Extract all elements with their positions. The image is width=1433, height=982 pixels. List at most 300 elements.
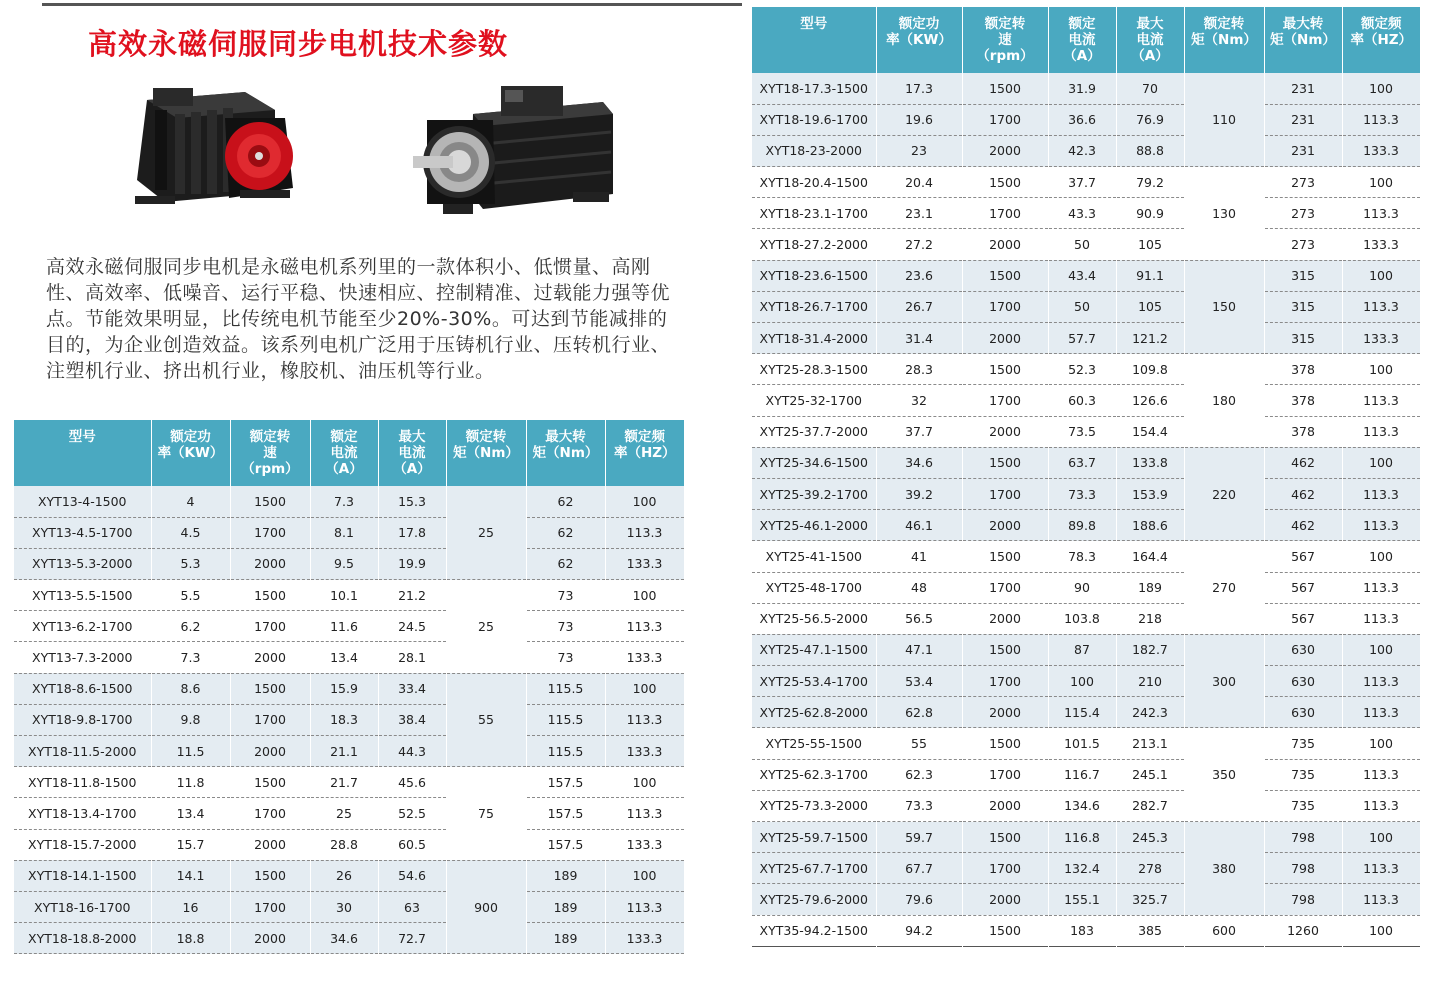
value-cell: 2000	[962, 229, 1048, 260]
value-cell: 31.4	[876, 323, 962, 354]
value-cell: 37.7	[876, 416, 962, 447]
spec-table-right	[752, 7, 1421, 947]
value-cell: 15.3	[378, 486, 446, 517]
value-cell: 1500	[962, 728, 1048, 759]
value-cell: 17.8	[378, 517, 446, 548]
value-cell: 133.3	[1342, 135, 1420, 166]
table-row	[14, 767, 684, 798]
table-row	[752, 291, 1420, 322]
value-cell: 1700	[962, 104, 1048, 135]
value-cell: 188.6	[1116, 510, 1184, 541]
value-cell: 630	[1264, 634, 1342, 665]
value-cell: 73	[526, 580, 605, 611]
value-cell: 73.5	[1048, 416, 1116, 447]
value-cell: 4	[151, 486, 230, 517]
model-cell: XYT18-31.4-2000	[752, 323, 876, 354]
value-cell: 38.4	[378, 704, 446, 735]
rated-torque-cell: 600	[1184, 915, 1264, 946]
value-cell: 1700	[230, 704, 310, 735]
value-cell: 39.2	[876, 478, 962, 509]
value-cell: 1700	[962, 853, 1048, 884]
table-row	[14, 891, 684, 922]
value-cell: 100	[1048, 666, 1116, 697]
value-cell: 1500	[962, 167, 1048, 198]
model-cell: XYT25-48-1700	[752, 572, 876, 603]
value-cell: 62	[526, 486, 605, 517]
table-row	[752, 822, 1420, 853]
model-cell: XYT25-37.7-2000	[752, 416, 876, 447]
value-cell: 1700	[962, 291, 1048, 322]
value-cell: 115.4	[1048, 697, 1116, 728]
value-cell: 315	[1264, 323, 1342, 354]
value-cell: 25	[310, 798, 378, 829]
model-cell: XYT18-26.7-1700	[752, 291, 876, 322]
value-cell: 798	[1264, 884, 1342, 915]
value-cell: 16	[151, 891, 230, 922]
value-cell: 100	[605, 767, 684, 798]
value-cell: 113.3	[1342, 884, 1420, 915]
value-cell: 378	[1264, 416, 1342, 447]
value-cell: 113.3	[605, 517, 684, 548]
rated-torque-cell: 130	[1184, 167, 1264, 261]
value-cell: 21.1	[310, 736, 378, 767]
column-header: 型号	[752, 7, 876, 73]
value-cell: 1700	[230, 891, 310, 922]
value-cell: 113.3	[1342, 510, 1420, 541]
value-cell: 8.6	[151, 673, 230, 704]
table-body	[752, 73, 1420, 946]
value-cell: 42.3	[1048, 135, 1116, 166]
value-cell: 245.3	[1116, 822, 1184, 853]
column-header: 最大转 矩（Nm）	[1264, 7, 1342, 73]
value-cell: 18.8	[151, 923, 230, 954]
value-cell: 100	[1342, 354, 1420, 385]
value-cell: 15.9	[310, 673, 378, 704]
column-header: 最大转 矩（Nm）	[526, 420, 605, 486]
table-row	[14, 923, 684, 954]
value-cell: 2000	[962, 510, 1048, 541]
table-row	[752, 447, 1420, 478]
value-cell: 116.8	[1048, 822, 1116, 853]
value-cell: 7.3	[151, 642, 230, 673]
value-cell: 1500	[962, 354, 1048, 385]
table-row	[14, 517, 684, 548]
value-cell: 1700	[962, 385, 1048, 416]
model-cell: XYT25-73.3-2000	[752, 790, 876, 821]
value-cell: 630	[1264, 697, 1342, 728]
value-cell: 100	[1342, 167, 1420, 198]
value-cell: 218	[1116, 603, 1184, 634]
value-cell: 54.6	[378, 860, 446, 891]
table-header-row	[14, 420, 684, 486]
value-cell: 13.4	[310, 642, 378, 673]
model-cell: XYT18-9.8-1700	[14, 704, 151, 735]
value-cell: 73.3	[1048, 478, 1116, 509]
value-cell: 28.3	[876, 354, 962, 385]
value-cell: 100	[1342, 260, 1420, 291]
value-cell: 231	[1264, 135, 1342, 166]
value-cell: 100	[1342, 822, 1420, 853]
value-cell: 100	[605, 486, 684, 517]
value-cell: 378	[1264, 354, 1342, 385]
model-cell: XYT18-16-1700	[14, 891, 151, 922]
value-cell: 11.5	[151, 736, 230, 767]
model-cell: XYT13-7.3-2000	[14, 642, 151, 673]
value-cell: 100	[605, 673, 684, 704]
value-cell: 50	[1048, 291, 1116, 322]
top-divider-line	[42, 3, 742, 6]
value-cell: 1700	[962, 198, 1048, 229]
value-cell: 798	[1264, 822, 1342, 853]
model-cell: XYT13-5.3-2000	[14, 548, 151, 579]
column-header: 额定频 率（HZ）	[605, 420, 684, 486]
column-header: 型号	[14, 420, 151, 486]
value-cell: 113.3	[1342, 198, 1420, 229]
value-cell: 1700	[230, 611, 310, 642]
value-cell: 213.1	[1116, 728, 1184, 759]
value-cell: 113.3	[605, 891, 684, 922]
value-cell: 210	[1116, 666, 1184, 697]
value-cell: 1700	[962, 572, 1048, 603]
value-cell: 113.3	[1342, 385, 1420, 416]
value-cell: 189	[526, 860, 605, 891]
value-cell: 126.6	[1116, 385, 1184, 416]
model-cell: XYT13-4-1500	[14, 486, 151, 517]
value-cell: 31.9	[1048, 73, 1116, 104]
value-cell: 189	[526, 891, 605, 922]
model-cell: XYT25-67.7-1700	[752, 853, 876, 884]
value-cell: 8.1	[310, 517, 378, 548]
value-cell: 1500	[962, 447, 1048, 478]
value-cell: 182.7	[1116, 634, 1184, 665]
value-cell: 32	[876, 385, 962, 416]
value-cell: 36.6	[1048, 104, 1116, 135]
intro-paragraph: 高效永磁伺服同步电机是永磁电机系列里的一款体积小、低惯量、高刚性、高效率、低噪音、运行平稳、快速相应、控制精准、过载能力强等优点。节能效果明显，比传统电机节能至少20%-30%。可达到节能减排的目的，为企业创造效益。该系列电机广泛用于压铸机行业、压转机行业、注塑机行业、挤出机行业，橡胶机、油压机等行业。	[46, 256, 671, 382]
value-cell: 43.4	[1048, 260, 1116, 291]
value-cell: 28.1	[378, 642, 446, 673]
value-cell: 1500	[230, 673, 310, 704]
value-cell: 62	[526, 517, 605, 548]
value-cell: 24.5	[378, 611, 446, 642]
table-row	[14, 860, 684, 891]
rated-torque-cell: 150	[1184, 260, 1264, 354]
value-cell: 567	[1264, 572, 1342, 603]
value-cell: 103.8	[1048, 603, 1116, 634]
value-cell: 1500	[962, 260, 1048, 291]
table-row	[752, 541, 1420, 572]
model-cell: XYT18-19.6-1700	[752, 104, 876, 135]
table-row	[752, 104, 1420, 135]
table-row	[752, 884, 1420, 915]
model-cell: XYT18-13.4-1700	[14, 798, 151, 829]
value-cell: 325.7	[1116, 884, 1184, 915]
value-cell: 28.8	[310, 829, 378, 860]
table-row	[752, 572, 1420, 603]
column-header: 额定转 矩（Nm）	[446, 420, 526, 486]
value-cell: 462	[1264, 510, 1342, 541]
model-cell: XYT25-34.6-1500	[752, 447, 876, 478]
table-row	[752, 354, 1420, 385]
model-cell: XYT18-23.6-1500	[752, 260, 876, 291]
table-row	[752, 759, 1420, 790]
table-row	[752, 728, 1420, 759]
value-cell: 14.1	[151, 860, 230, 891]
value-cell: 56.5	[876, 603, 962, 634]
spec-table-left	[14, 420, 685, 954]
value-cell: 113.3	[1342, 790, 1420, 821]
value-cell: 2000	[962, 603, 1048, 634]
value-cell: 2000	[962, 135, 1048, 166]
value-cell: 33.4	[378, 673, 446, 704]
table-row	[752, 323, 1420, 354]
value-cell: 1700	[962, 478, 1048, 509]
value-cell: 2000	[962, 323, 1048, 354]
rated-torque-cell: 300	[1184, 634, 1264, 728]
value-cell: 60.3	[1048, 385, 1116, 416]
column-header: 额定 电流 （A）	[1048, 7, 1116, 73]
table-row	[752, 915, 1420, 946]
value-cell: 44.3	[378, 736, 446, 767]
value-cell: 91.1	[1116, 260, 1184, 291]
value-cell: 76.9	[1116, 104, 1184, 135]
value-cell: 133.3	[605, 829, 684, 860]
value-cell: 60.5	[378, 829, 446, 860]
value-cell: 52.5	[378, 798, 446, 829]
value-cell: 19.6	[876, 104, 962, 135]
table-row	[752, 478, 1420, 509]
table-row	[752, 198, 1420, 229]
model-cell: XYT18-14.1-1500	[14, 860, 151, 891]
value-cell: 5.5	[151, 580, 230, 611]
value-cell: 113.3	[1342, 104, 1420, 135]
rated-torque-cell: 900	[446, 860, 526, 954]
value-cell: 109.8	[1116, 354, 1184, 385]
rated-torque-cell: 270	[1184, 541, 1264, 635]
value-cell: 282.7	[1116, 790, 1184, 821]
table-row	[752, 260, 1420, 291]
column-header: 额定 电流 （A）	[310, 420, 378, 486]
value-cell: 1500	[962, 73, 1048, 104]
column-header: 额定转 速 （rpm）	[962, 7, 1048, 73]
column-header: 额定转 速 （rpm）	[230, 420, 310, 486]
model-cell: XYT18-23.1-1700	[752, 198, 876, 229]
table-row	[14, 829, 684, 860]
value-cell: 735	[1264, 759, 1342, 790]
value-cell: 315	[1264, 260, 1342, 291]
value-cell: 94.2	[876, 915, 962, 946]
table-row	[752, 666, 1420, 697]
table-row	[752, 697, 1420, 728]
value-cell: 1260	[1264, 915, 1342, 946]
rated-torque-cell: 350	[1184, 728, 1264, 822]
value-cell: 1700	[230, 517, 310, 548]
value-cell: 155.1	[1048, 884, 1116, 915]
model-cell: XYT13-6.2-1700	[14, 611, 151, 642]
value-cell: 100	[1342, 73, 1420, 104]
table-row	[14, 580, 684, 611]
column-header: 额定功 率（KW）	[151, 420, 230, 486]
value-cell: 113.3	[1342, 853, 1420, 884]
value-cell: 567	[1264, 541, 1342, 572]
value-cell: 113.3	[1342, 478, 1420, 509]
value-cell: 113.3	[605, 704, 684, 735]
value-cell: 30	[310, 891, 378, 922]
model-cell: XYT25-28.3-1500	[752, 354, 876, 385]
value-cell: 47.1	[876, 634, 962, 665]
value-cell: 153.9	[1116, 478, 1184, 509]
value-cell: 2000	[230, 548, 310, 579]
value-cell: 113.3	[1342, 416, 1420, 447]
model-cell: XYT25-32-1700	[752, 385, 876, 416]
value-cell: 567	[1264, 603, 1342, 634]
value-cell: 231	[1264, 104, 1342, 135]
value-cell: 100	[605, 860, 684, 891]
value-cell: 88.8	[1116, 135, 1184, 166]
value-cell: 798	[1264, 853, 1342, 884]
table-row	[752, 790, 1420, 821]
model-cell: XYT18-27.2-2000	[752, 229, 876, 260]
table-row	[752, 510, 1420, 541]
value-cell: 46.1	[876, 510, 962, 541]
value-cell: 2000	[962, 790, 1048, 821]
value-cell: 242.3	[1116, 697, 1184, 728]
model-cell: XYT18-15.7-2000	[14, 829, 151, 860]
model-cell: XYT25-53.4-1700	[752, 666, 876, 697]
value-cell: 113.3	[605, 611, 684, 642]
value-cell: 73	[526, 642, 605, 673]
value-cell: 154.4	[1116, 416, 1184, 447]
value-cell: 72.7	[378, 923, 446, 954]
page-title: 高效永磁伺服同步电机技术参数	[88, 27, 509, 61]
table-row	[752, 853, 1420, 884]
value-cell: 101.5	[1048, 728, 1116, 759]
value-cell: 55	[876, 728, 962, 759]
value-cell: 2000	[962, 697, 1048, 728]
value-cell: 735	[1264, 728, 1342, 759]
table-row	[752, 135, 1420, 166]
value-cell: 113.3	[605, 798, 684, 829]
value-cell: 113.3	[1342, 759, 1420, 790]
model-cell: XYT18-11.8-1500	[14, 767, 151, 798]
value-cell: 1500	[962, 634, 1048, 665]
value-cell: 1700	[962, 759, 1048, 790]
value-cell: 20.4	[876, 167, 962, 198]
value-cell: 41	[876, 541, 962, 572]
column-header: 最大 电流 （A）	[1116, 7, 1184, 73]
value-cell: 2000	[230, 923, 310, 954]
value-cell: 100	[1342, 634, 1420, 665]
value-cell: 5.3	[151, 548, 230, 579]
value-cell: 43.3	[1048, 198, 1116, 229]
column-header: 额定转 矩（Nm）	[1184, 7, 1264, 73]
rated-torque-cell: 25	[446, 486, 526, 580]
value-cell: 189	[526, 923, 605, 954]
value-cell: 273	[1264, 229, 1342, 260]
table-row	[14, 704, 684, 735]
value-cell: 133.3	[1342, 229, 1420, 260]
value-cell: 10.1	[310, 580, 378, 611]
value-cell: 278	[1116, 853, 1184, 884]
model-cell: XYT25-56.5-2000	[752, 603, 876, 634]
value-cell: 115.5	[526, 673, 605, 704]
model-cell: XYT13-5.5-1500	[14, 580, 151, 611]
rated-torque-cell: 110	[1184, 73, 1264, 167]
value-cell: 1500	[230, 860, 310, 891]
rated-torque-cell: 220	[1184, 447, 1264, 541]
value-cell: 15.7	[151, 829, 230, 860]
model-cell: XYT25-62.8-2000	[752, 697, 876, 728]
value-cell: 189	[1116, 572, 1184, 603]
value-cell: 45.6	[378, 767, 446, 798]
rated-torque-cell: 55	[446, 673, 526, 767]
model-cell: XYT18-11.5-2000	[14, 736, 151, 767]
table-row	[14, 736, 684, 767]
column-header: 额定频 率（HZ）	[1342, 7, 1420, 73]
value-cell: 59.7	[876, 822, 962, 853]
value-cell: 164.4	[1116, 541, 1184, 572]
value-cell: 157.5	[526, 798, 605, 829]
table-row	[752, 229, 1420, 260]
model-cell: XYT25-79.6-2000	[752, 884, 876, 915]
model-cell: XYT25-59.7-1500	[752, 822, 876, 853]
value-cell: 23.6	[876, 260, 962, 291]
value-cell: 385	[1116, 915, 1184, 946]
table-row	[752, 416, 1420, 447]
value-cell: 62.8	[876, 697, 962, 728]
value-cell: 133.8	[1116, 447, 1184, 478]
table-row	[752, 385, 1420, 416]
model-cell: XYT18-20.4-1500	[752, 167, 876, 198]
value-cell: 34.6	[310, 923, 378, 954]
value-cell: 62	[526, 548, 605, 579]
value-cell: 183	[1048, 915, 1116, 946]
table-row	[752, 73, 1420, 104]
table-row	[752, 167, 1420, 198]
value-cell: 79.6	[876, 884, 962, 915]
value-cell: 90.9	[1116, 198, 1184, 229]
column-header: 最大 电流 （A）	[378, 420, 446, 486]
table-row	[14, 673, 684, 704]
value-cell: 11.6	[310, 611, 378, 642]
value-cell: 273	[1264, 198, 1342, 229]
value-cell: 50	[1048, 229, 1116, 260]
value-cell: 48	[876, 572, 962, 603]
value-cell: 79.2	[1116, 167, 1184, 198]
value-cell: 1500	[230, 580, 310, 611]
value-cell: 115.5	[526, 704, 605, 735]
motor-photo-black-shaft	[413, 84, 618, 224]
value-cell: 17.3	[876, 73, 962, 104]
value-cell: 1700	[230, 798, 310, 829]
value-cell: 21.7	[310, 767, 378, 798]
model-cell: XYT25-47.1-1500	[752, 634, 876, 665]
value-cell: 1500	[962, 915, 1048, 946]
value-cell: 462	[1264, 447, 1342, 478]
table-row	[14, 611, 684, 642]
value-cell: 7.3	[310, 486, 378, 517]
value-cell: 157.5	[526, 767, 605, 798]
value-cell: 4.5	[151, 517, 230, 548]
value-cell: 53.4	[876, 666, 962, 697]
table-header-row	[752, 7, 1420, 73]
value-cell: 105	[1116, 229, 1184, 260]
value-cell: 9.8	[151, 704, 230, 735]
value-cell: 630	[1264, 666, 1342, 697]
value-cell: 113.3	[1342, 572, 1420, 603]
value-cell: 100	[1342, 728, 1420, 759]
value-cell: 52.3	[1048, 354, 1116, 385]
value-cell: 157.5	[526, 829, 605, 860]
